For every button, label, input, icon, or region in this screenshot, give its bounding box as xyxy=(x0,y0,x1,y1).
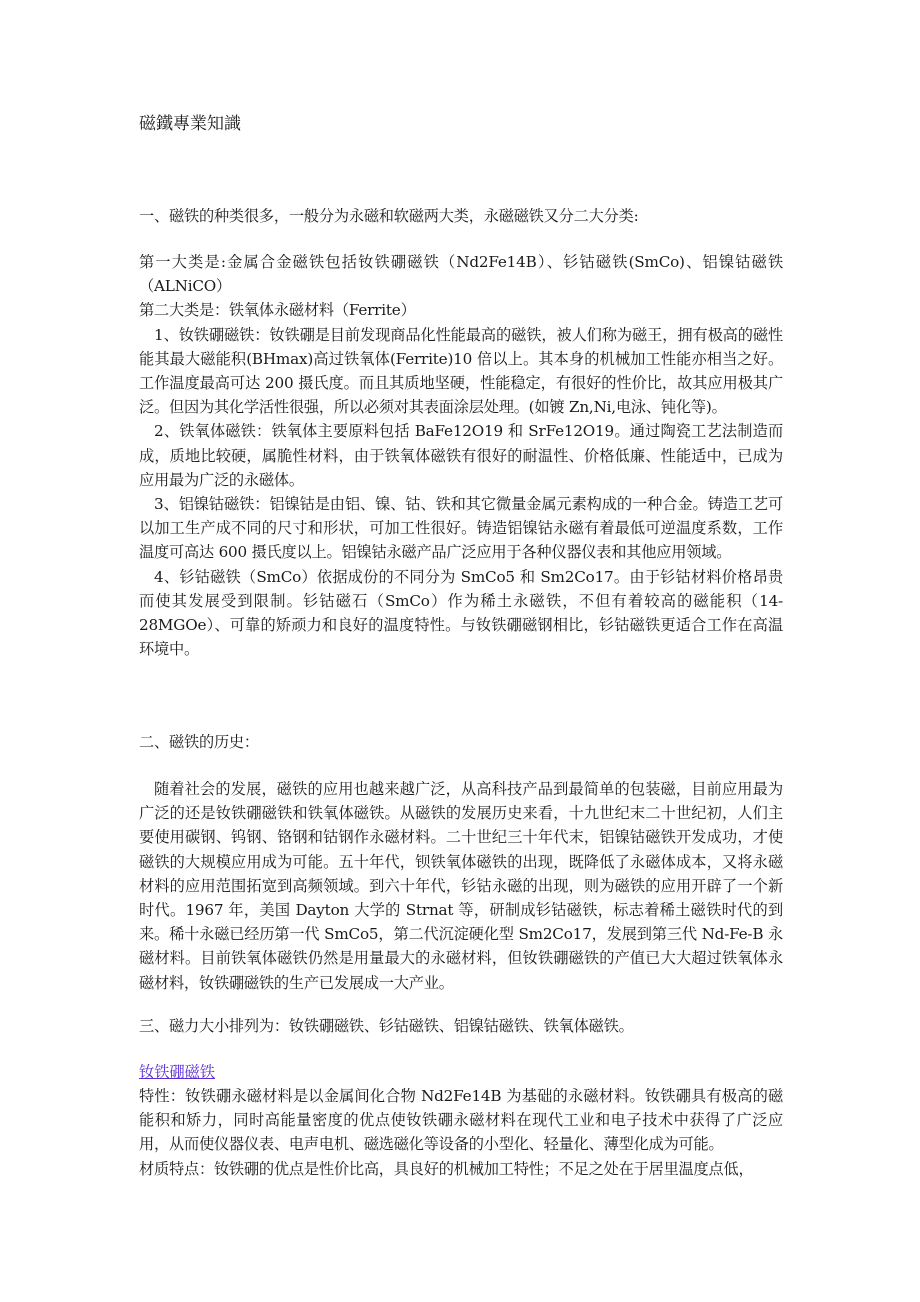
item-ferrite: 2、铁氧体磁铁：铁氧体主要原料包括 BaFe12O19 和 SrFe12O19。通过陶瓷工艺法制造而成，质地比较硬，属脆性材料，由于铁氧体磁铁有很好的耐温性、价格低廉、性能适中，已成为应用最为广泛的永磁体。 xyxy=(139,422,783,489)
section2-heading: 二、磁铁的历史： xyxy=(139,733,259,751)
section2-heading-block xyxy=(139,730,783,754)
ndfeb-body xyxy=(139,1084,783,1181)
item-smco: 4、钐钴磁铁（SmCo）依据成份的不同分为 SmCo5 和 Sm2Co17。由于钐钴材料价格昂贵而使其发展受到限制。钐钴磁石（SmCo）作为稀土永磁铁，不但有着较高的磁能积（14-28MGOe）、可靠的矫顽力和良好的温度特性。与钕铁硼磁钢相比，钐钴磁铁更适合工作在高温环境中。 xyxy=(139,567,783,659)
category2-text: 第二大类是：铁氧体永磁材料（Ferrite） xyxy=(139,301,416,320)
ndfeb-material: 材质特点：钕铁硼的优点是性价比高，具良好的机械加工特性；不足之处在于居里温度点低， xyxy=(139,1159,754,1178)
ndfeb-link[interactable]: 钕铁硼磁铁 xyxy=(139,1063,215,1081)
ndfeb-characteristics: 特性：钕铁硼永磁材料是以金属间化合物 Nd2Fe14B 为基础的永磁材料。钕铁硼具有极高的磁能积和矫力，同时高能量密度的优点使钕铁硼永磁材料在现代工业和电子技术中获得了广泛应用，从而使仪器仪表、电声电机、磁选磁化等设备的小型化、轻量化、薄型化成为可能。 xyxy=(139,1087,783,1154)
category1-text: 第一大类是:金属合金磁铁包括钕铁硼磁铁（Nd2Fe14B）、钐钴磁铁(SmCo)、铝镍钴磁铁（ALNiCO） xyxy=(139,253,783,296)
history-paragraph: 随着社会的发展，磁铁的应用也越来越广泛，从高科技产品到最简单的包装磁，目前应用最为广泛的还是钕铁硼磁铁和铁氧体磁铁。从磁铁的发展历史来看，十九世纪末二十世纪初，人们主要使用碳钢、钨钢、铬钢和钴钢作永磁材料。二十世纪三十年代末，铝镍钴磁铁开发成功，才使磁铁的大规模应用成为可能。五十年代，钡铁氧体磁铁的出现，既降低了永磁体成本，又将永磁材料的应用范围拓宽到高频领域。到六十年代，钐钴永磁的出现，则为磁铁的应用开辟了一个新时代。1967 年，美国 Dayton 大学的 Strnat 等，研制成钐钴磁铁，标志着稀土磁铁时代的到来。稀十永磁已经历第一代 SmCo5，第二代沉淀硬化型 Sm2Co17，发展到第三代 Nd-Fe-B 永磁材料。目前铁氧体磁铁仍然是用量最大的永磁材料，但钕铁硼磁铁的产值已大大超过铁氧体永磁材料，钕铁硼磁铁的生产已发展成一大产业。 xyxy=(139,780,783,992)
item-alnico: 3、铝镍钴磁铁：铝镍钴是由铝、镍、钴、铁和其它微量金属元素构成的一种合金。铸造工艺可以加工生产成不同的尺寸和形状，可加工性很好。铸造铝镍钴永磁有着最低可逆温度系数，工作温度可高达 600 摄氏度以上。铝镍钴永磁产品广泛应用于各种仪器仪表和其他应用领域。 xyxy=(139,495,783,562)
document-title: 磁鐵專業知識 xyxy=(139,114,241,134)
section1-heading-block xyxy=(139,204,783,228)
section3-heading-block xyxy=(139,1014,783,1038)
item-ndfeb: 1、钕铁硼磁铁：钕铁硼是目前发现商品化性能最高的磁铁，被人们称为磁王，拥有极高的磁性能其最大磁能积(BHmax)高过铁氧体(Ferrite)10 倍以上。其本身的机械加工性能亦相当之好。工作温度最高可达 200 摄氏度。而且其质地坚硬，性能稳定，有很好的性价比，故其应用极其广泛。但因为其化学活性很强，所以必须对其表面涂层处理。(如镀 Zn,Ni,电泳、钝化等)。 xyxy=(139,325,783,417)
section1-body xyxy=(139,250,783,661)
section3-heading: 三、磁力大小排列为：钕铁硼磁铁、钐钴磁铁、铝镍钴磁铁、铁氧体磁铁。 xyxy=(139,1017,634,1035)
section1-heading: 一、磁铁的种类很多，一般分为永磁和软磁两大类，永磁磁铁又分二大分类: xyxy=(139,207,639,225)
section2-body-block xyxy=(139,777,783,995)
